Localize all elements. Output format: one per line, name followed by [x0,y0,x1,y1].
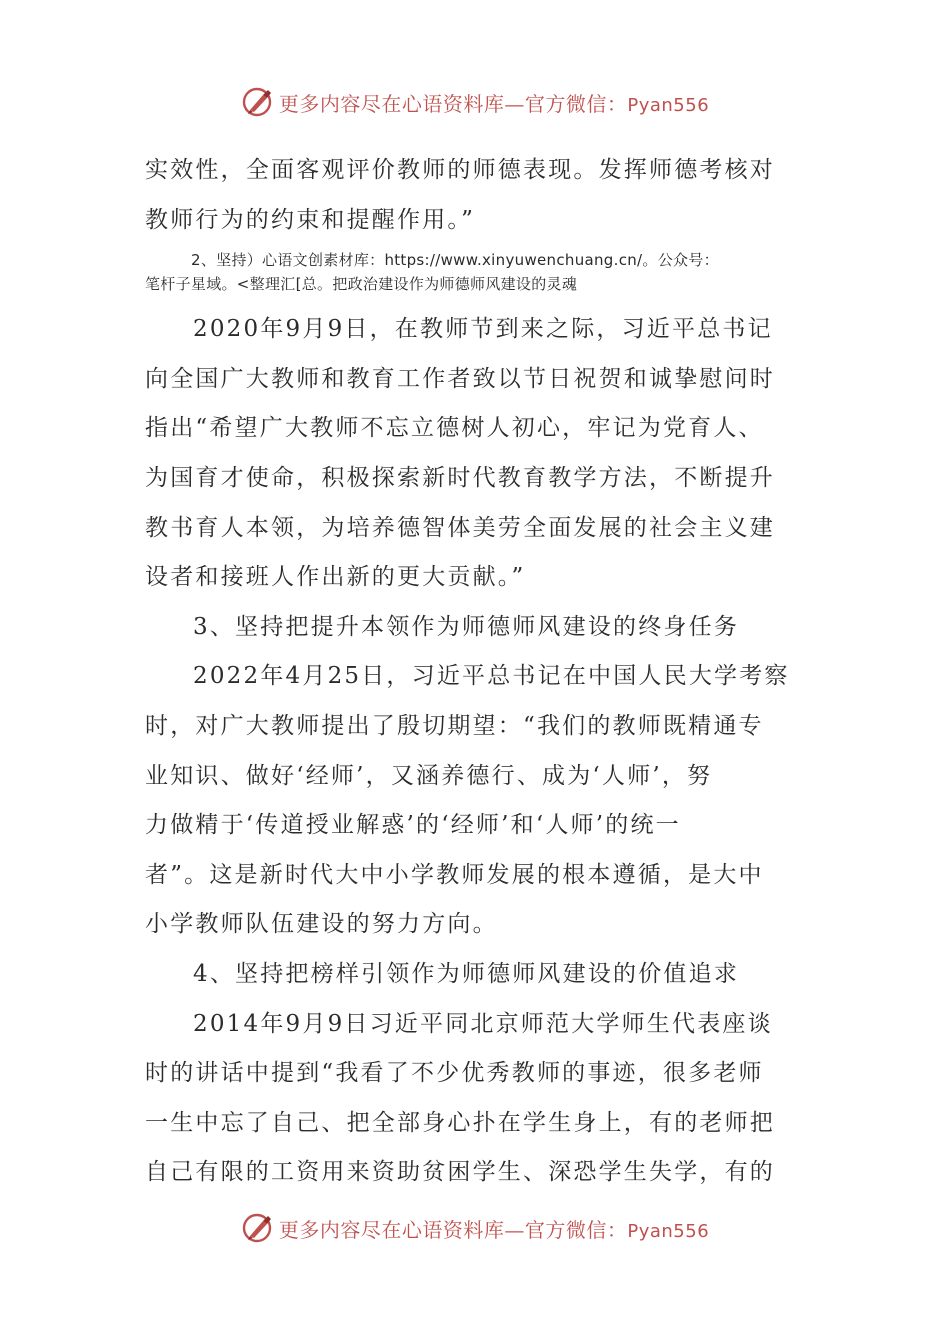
text-line: 时的讲话中提到“我看了不少优秀教师的事迹，很多老师 [145,1060,764,1087]
banner-text [279,1214,709,1243]
banner-wechat-id: Pyan556 [627,1220,710,1242]
text-line: 自己有限的工资用来资助贫困学生、深恐学生失学，有的 [145,1159,775,1186]
text-line: 小学教师队伍建设的努力方向。 [145,911,498,938]
banner-wechat-id: Pyan556 [627,94,710,116]
section-heading-4: 4、坚持把榜样引领作为师德师风建设的价值追求 [193,960,740,987]
header-banner [0,82,950,122]
banner-text [279,88,709,117]
notice-line: 2、坚持）心语文创素材库：https://www.xinyuwenchuang.cn/。公众号： [191,251,719,270]
text-line: 教师行为的约束和提醒作用。” [145,206,476,233]
text-line: 指出“希望广大教师不忘立德树人初心，牢记为党育人、 [145,415,764,442]
banner-wechat-label: 官方微信： [524,1217,628,1242]
text-line: 实效性，全面客观评价教师的师德表现。发挥师德考核对 [145,157,775,183]
banner-main-text: 更多内容尽在心语资料库 [278,91,505,116]
text-line: 设者和接班人作出新的更大贡献。” [145,564,526,591]
banner-dash: — [504,91,525,116]
notice-line: 笔杆子星域。<整理汇[总。把政治建设作为师德师风建设的灵魂 [145,275,578,294]
banner-main-text: 更多内容尽在心语资料库 [278,1217,505,1242]
pen-logo-icon [241,85,275,119]
paragraph-first-line: 2020年9月9日，在教师节到来之际，习近平总书记 [193,316,773,343]
text-line: 力做精于‘传道授业解惑’的‘经师’和‘人师’的统一 [145,812,681,839]
text-line: 一生中忘了自己、把全部身心扑在学生身上，有的老师把 [145,1109,775,1136]
paragraph-first-line: 2022年4月25日，习近平总书记在中国人民大学考察 [193,663,790,690]
footer-banner [0,1208,950,1248]
document-body [145,146,790,1198]
text-line: 向全国广大教师和教育工作者致以节日祝贺和诚挚慰问时 [145,365,775,392]
text-line: 教书育人本领，为培养德智体美劳全面发展的社会主义建 [145,514,775,541]
text-line: 者”。这是新时代大中小学教师发展的根本遵循，是大中 [145,861,764,888]
pen-logo-icon [241,1211,275,1245]
section-heading-3: 3、坚持把提升本领作为师德师风建设的终身任务 [193,613,740,640]
banner-wechat-label: 官方微信： [524,91,628,116]
watermark-notice [145,245,790,305]
paragraph-first-line: 2014年9月9日习近平同北京师范大学师生代表座谈 [193,1010,773,1037]
banner-dash: — [504,1217,525,1242]
text-line: 时，对广大教师提出了殷切期望：“我们的教师既精通专 [145,712,764,739]
text-line: 业知识、做好‘经师’，又涵养德行、成为‘人师’，努 [145,762,713,789]
text-line: 为国育才使命，积极探索新时代教育教学方法，不断提升 [145,464,775,491]
